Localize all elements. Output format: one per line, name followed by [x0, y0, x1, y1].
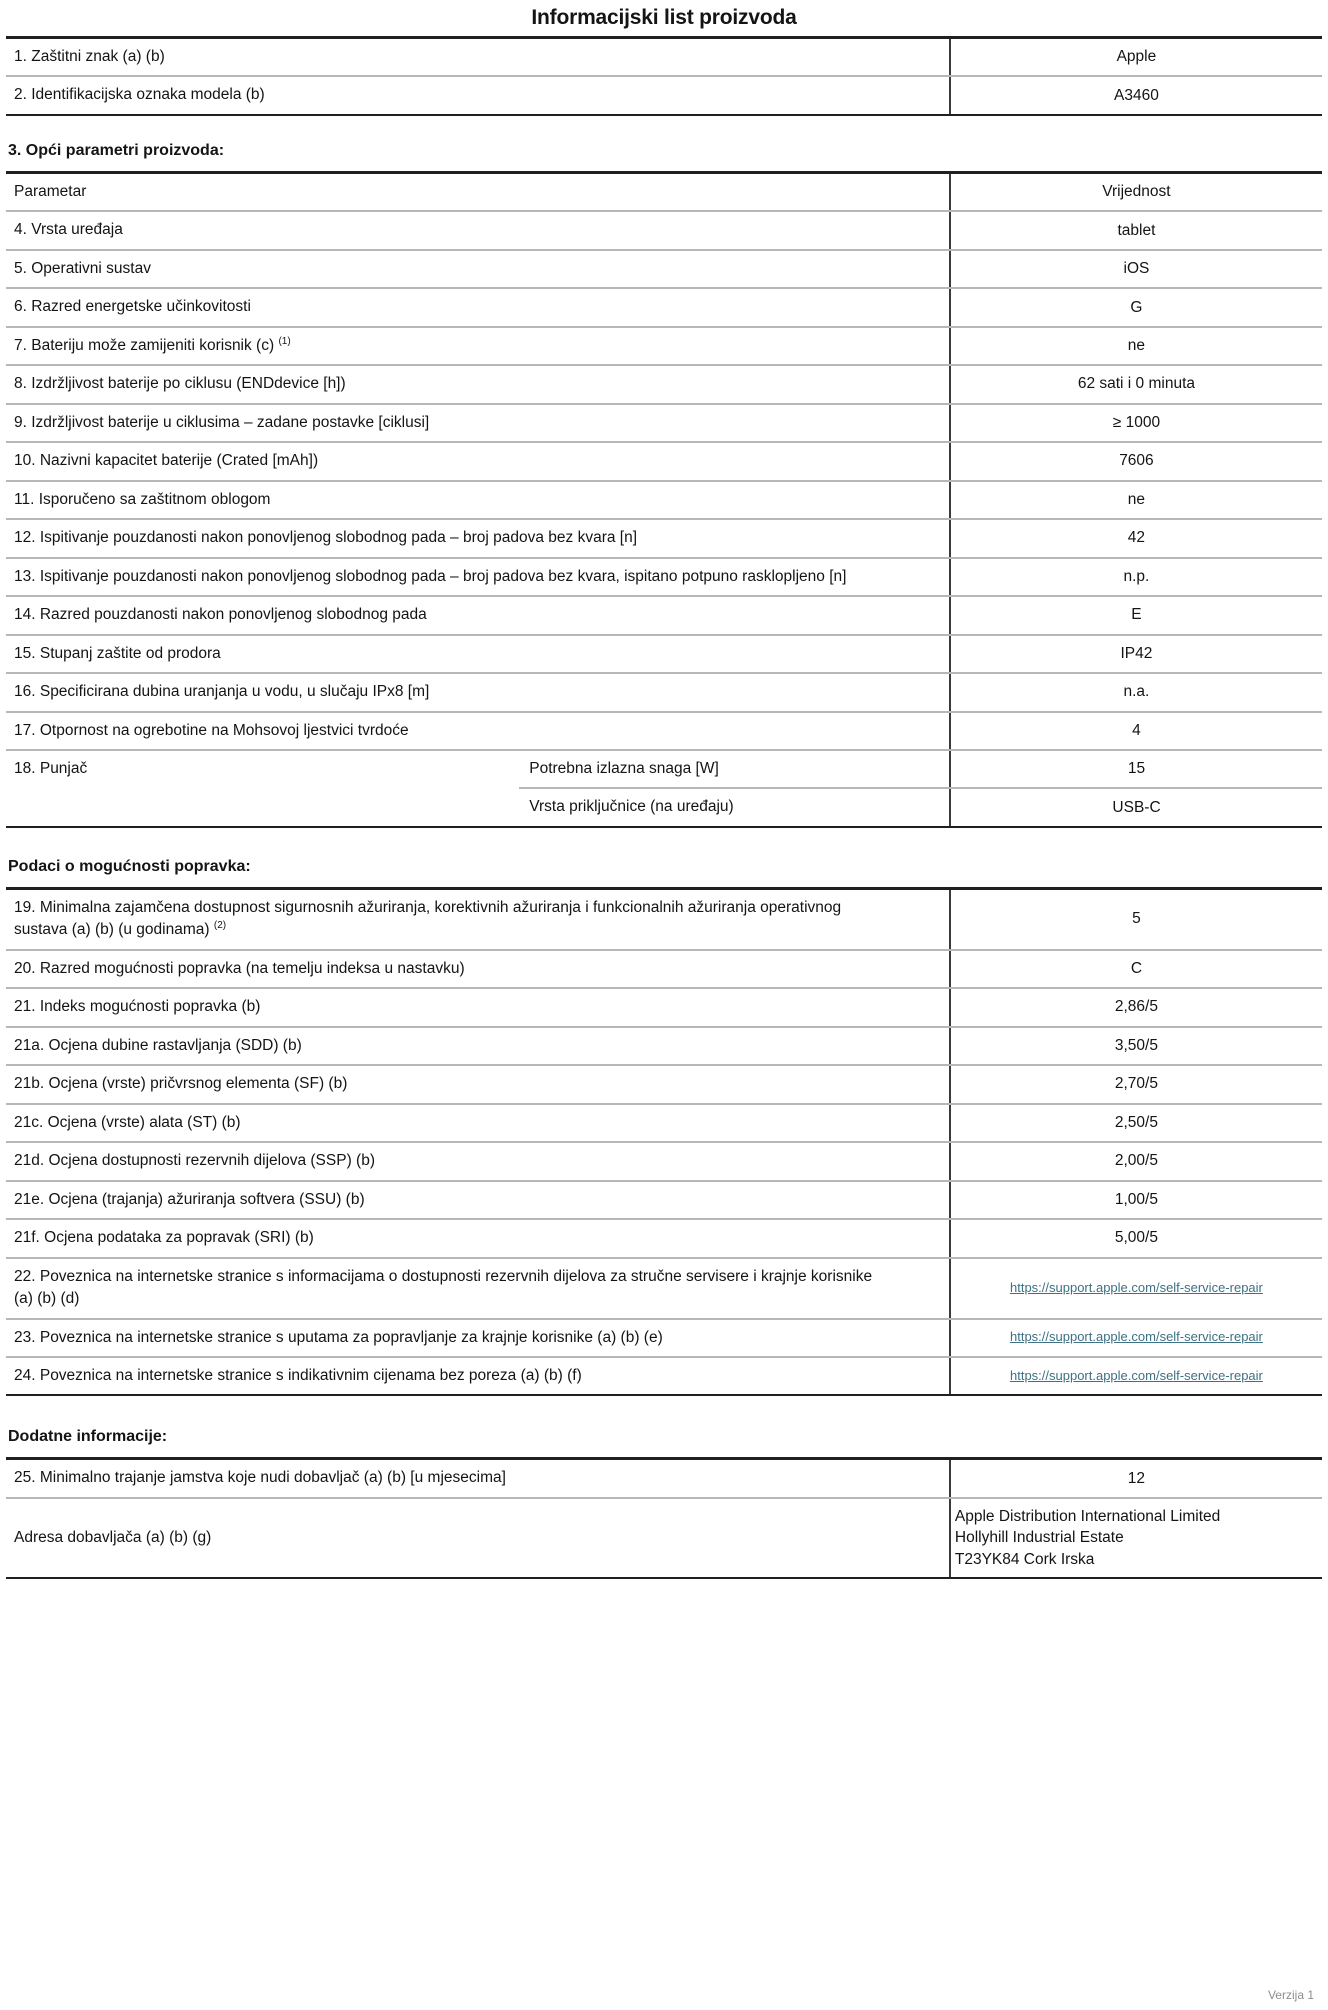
support-link[interactable]: https://support.apple.com/self-service-repair — [1009, 1279, 1263, 1295]
table-row — [6, 1218, 1322, 1256]
row-value: USB-C — [1112, 798, 1161, 816]
table-row — [6, 890, 1322, 949]
row-value: ne — [1127, 490, 1146, 508]
row-label: 18. Punjač — [14, 759, 88, 777]
row-value: 4 — [1132, 721, 1141, 739]
general-parameters-table — [6, 171, 1322, 828]
row-label: 22. Poveznica na internetske stranice s informacijama o dostupnosti rezervnih dijelova za stručne servisere i krajnje korisnike (a) (b) (d) — [6, 1259, 951, 1318]
support-link[interactable]: https://support.apple.com/self-service-repair — [1009, 1329, 1263, 1345]
row-value: tablet — [1117, 221, 1156, 239]
address-line: Hollyhill Industrial Estate — [954, 1529, 1124, 1547]
page-title: Informacijski list proizvoda — [531, 6, 797, 29]
table-row — [6, 326, 1322, 364]
charger-row — [6, 749, 1322, 826]
table-row — [6, 210, 1322, 248]
row-label: 16. Specificirana dubina uranjanja u vodu, u slučaju IPx8 [m] — [6, 674, 951, 710]
table-row — [519, 787, 1322, 825]
repairability-table — [6, 887, 1322, 1397]
table-row — [6, 1356, 1322, 1394]
table-row — [6, 1064, 1322, 1102]
row-value: ne — [1127, 336, 1146, 354]
supplier-address-value — [951, 1499, 1322, 1577]
row-value: 12 — [1127, 1469, 1146, 1487]
footnote-marker: (1) — [278, 335, 291, 347]
supplier-address-row — [6, 1497, 1322, 1577]
row-label: 8. Izdržljivost baterije po ciklusu (ENDdevice [h]) — [6, 366, 951, 402]
row-label: 25. Minimalno trajanje jamstva koje nudi dobavljač (a) (b) [u mjesecima] — [6, 1460, 951, 1496]
table-row — [6, 39, 1322, 75]
table-row — [6, 1257, 1322, 1318]
row-label: 23. Poveznica na internetske stranice s uputama za popravljanje za krajnje korisnike (a) (b) (e) — [6, 1320, 951, 1356]
row-label: Adresa dobavljača (a) (b) (g) — [6, 1499, 951, 1577]
table-row — [6, 634, 1322, 672]
table-row — [6, 987, 1322, 1025]
table-row — [519, 751, 1322, 787]
row-value: 1,00/5 — [1114, 1190, 1158, 1208]
row-label: 17. Otpornost na ogrebotine na Mohsovoj ljestvici tvrdoće — [6, 713, 951, 749]
table-row — [6, 1103, 1322, 1141]
table-row — [6, 403, 1322, 441]
row-label: 21c. Ocjena (vrste) alata (ST) (b) — [6, 1105, 951, 1141]
row-value: 2,00/5 — [1114, 1152, 1158, 1170]
table-row — [6, 1026, 1322, 1064]
row-label: 4. Vrsta uređaja — [6, 212, 951, 248]
table-row — [6, 441, 1322, 479]
row-label: 24. Poveznica na internetske stranice s indikativnim cijenama bez poreza (a) (b) (f) — [6, 1358, 951, 1394]
row-value: G — [1130, 298, 1143, 316]
column-header-value: Vrijednost — [1102, 183, 1171, 201]
row-label: 14. Razred pouzdanosti nakon ponovljenog slobodnog pada — [6, 597, 951, 633]
row-label: Vrsta priključnice (na uređaju) — [519, 789, 951, 825]
column-header-parameter: Parametar — [6, 174, 951, 210]
row-value: 5,00/5 — [1114, 1229, 1158, 1247]
row-label: 7. Bateriju može zamijeniti korisnik (c) $^{(1)}$ — [6, 328, 951, 364]
identification-table — [6, 36, 1322, 116]
row-label: 11. Isporučeno sa zaštitnom oblogom — [6, 482, 951, 518]
table-row — [6, 711, 1322, 749]
footnote-marker: (2) — [213, 920, 227, 932]
row-label: 5. Operativni sustav — [6, 251, 951, 287]
row-value: 42 — [1127, 529, 1146, 547]
row-label: 19. Minimalna zajamčena dostupnost sigurnosnih ažuriranja, korektivnih ažuriranja i funkcionalnih ažuriranja operativnog sustava (a) (b) (u godinama) $^{(2)}$ — [6, 890, 951, 949]
row-label: 21e. Ocjena (trajanja) ažuriranja softvera (SSU) (b) — [6, 1182, 951, 1218]
table-row — [6, 949, 1322, 987]
row-value: C — [1130, 960, 1143, 977]
row-value: 7606 — [1119, 452, 1154, 470]
charger-sub-table — [519, 751, 1322, 826]
row-label: 21a. Ocjena dubine rastavljanja (SDD) (b) — [6, 1028, 951, 1064]
row-label: 21. Indeks mogućnosti popravka (b) — [6, 989, 951, 1025]
table-row — [6, 1460, 1322, 1496]
section-heading-general: 3. Opći parametri proizvoda: — [8, 141, 225, 159]
row-value: 2,86/5 — [1114, 998, 1158, 1016]
row-label: 21d. Ocjena dostupnosti rezervnih dijelova (SSP) (b) — [6, 1143, 951, 1179]
row-label: 21f. Ocjena podataka za popravak (SRI) (b) — [6, 1220, 951, 1256]
row-value: 2,50/5 — [1114, 1113, 1158, 1131]
version-label: Verzija 1 — [1267, 1988, 1314, 2002]
table-header-row — [6, 174, 1322, 210]
row-label: 1. Zaštitni znak (a) (b) — [6, 39, 951, 75]
row-label: 10. Nazivni kapacitet baterije (Crated [mAh]) — [6, 443, 951, 479]
row-label: 15. Stupanj zaštite od prodora — [6, 636, 951, 672]
table-row — [6, 364, 1322, 402]
table-row — [6, 249, 1322, 287]
row-value: n.a. — [1123, 683, 1150, 701]
row-label: 2. Identifikacijska oznaka modela (b) — [6, 77, 951, 113]
row-label: 6. Razred energetske učinkovitosti — [6, 289, 951, 325]
row-label: 20. Razred mogućnosti popravka (na temelju indeksa u nastavku) — [6, 951, 951, 987]
table-row — [6, 518, 1322, 556]
table-row — [6, 557, 1322, 595]
table-row — [6, 1318, 1322, 1356]
table-row — [6, 480, 1322, 518]
table-row — [6, 1141, 1322, 1179]
row-label: 9. Izdržljivost baterije u ciklusima – zadane postavke [ciklusi] — [6, 405, 951, 441]
additional-information-table — [6, 1457, 1322, 1579]
row-value: IP42 — [1120, 644, 1153, 662]
support-link[interactable]: https://support.apple.com/self-service-repair — [1009, 1367, 1263, 1383]
row-label: 21b. Ocjena (vrste) pričvrsnog elementa (SF) (b) — [6, 1066, 951, 1102]
table-row — [6, 1180, 1322, 1218]
row-value: 62 sati i 0 minuta — [1077, 375, 1196, 393]
row-value: 15 — [1127, 760, 1146, 778]
table-row — [6, 75, 1322, 113]
row-value: A3460 — [1114, 86, 1159, 104]
section-heading-additional: Dodatne informacije: — [8, 1428, 168, 1446]
row-value: Apple — [1116, 48, 1157, 66]
address-line: T23YK84 Cork Irska — [954, 1550, 1095, 1568]
row-value: n.p. — [1123, 567, 1150, 585]
row-label: 13. Ispitivanje pouzdanosti nakon ponovljenog slobodnog pada – broj padova bez kvara, ispitano potpuno rasklopljeno [n] — [6, 559, 951, 595]
table-row — [6, 672, 1322, 710]
address-line: Apple Distribution International Limited — [954, 1507, 1221, 1525]
row-value: E — [1131, 606, 1142, 624]
table-row — [6, 287, 1322, 325]
row-value: ≥ 1000 — [1112, 413, 1161, 431]
row-value: 5 — [1132, 910, 1141, 928]
row-value: 2,70/5 — [1114, 1075, 1158, 1093]
row-label: Potrebna izlazna snaga [W] — [519, 751, 951, 787]
row-label: 12. Ispitivanje pouzdanosti nakon ponovljenog slobodnog pada – broj padova bez kvara [n] — [6, 520, 951, 556]
section-heading-repair: Podaci o mogućnosti popravka: — [8, 857, 251, 875]
row-value: 3,50/5 — [1114, 1036, 1158, 1054]
row-value: iOS — [1123, 260, 1150, 278]
table-row — [6, 595, 1322, 633]
